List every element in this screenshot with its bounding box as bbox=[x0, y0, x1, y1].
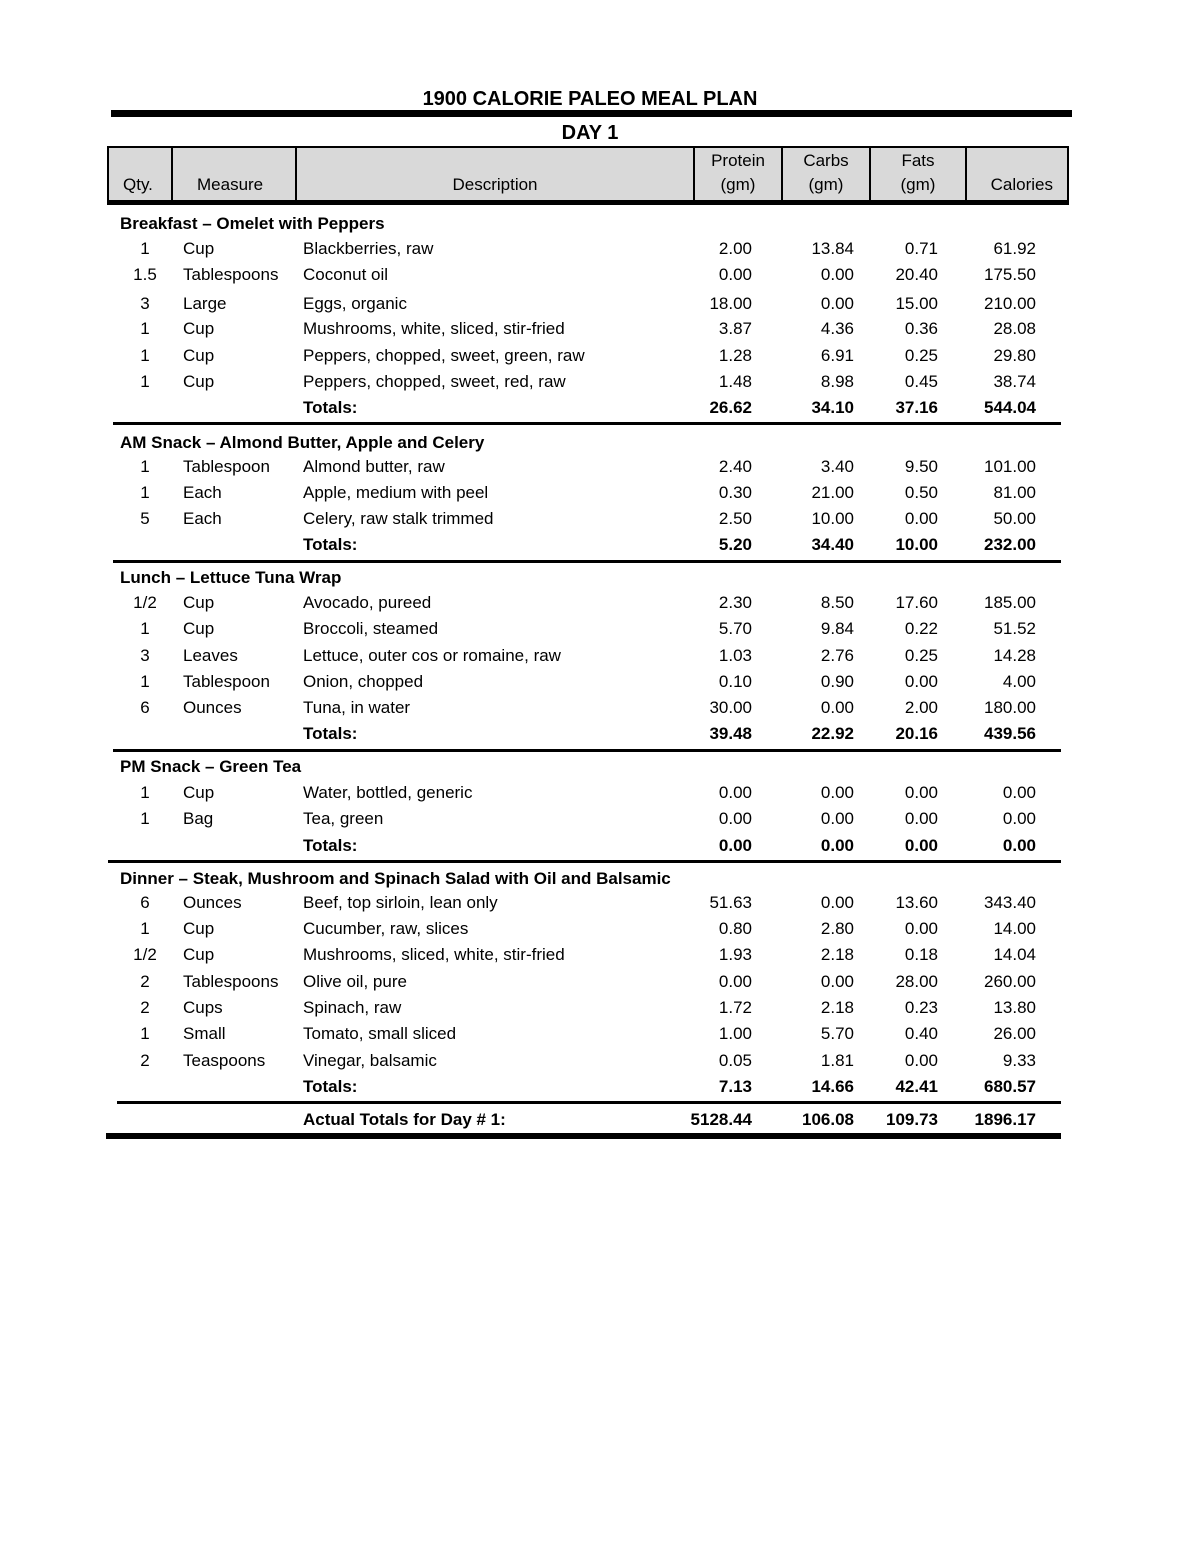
header-fats bbox=[871, 148, 967, 200]
table-row bbox=[0, 916, 1200, 942]
protein-cell: 0.05 bbox=[718, 1051, 752, 1070]
measure-cell: Each bbox=[183, 509, 222, 528]
section-title-dinner: Dinner – Steak, Mushroom and Spinach Salad with Oil and Balsamic bbox=[120, 869, 671, 888]
protein-cell: 1.48 bbox=[718, 372, 752, 391]
fats-cell: 15.00 bbox=[895, 294, 938, 313]
measure-cell: Tablespoon bbox=[183, 672, 270, 691]
calories-total: 232.00 bbox=[984, 535, 1036, 554]
fats-cell: 0.00 bbox=[904, 1051, 938, 1070]
measure-cell: Leaves bbox=[183, 646, 238, 665]
calories-cell: 38.74 bbox=[993, 372, 1036, 391]
fats-cell: 0.23 bbox=[904, 998, 938, 1017]
header-rule bbox=[107, 202, 1069, 205]
measure-cell: Ounces bbox=[183, 698, 242, 717]
description-cell: Lettuce, outer cos or romaine, raw bbox=[303, 646, 561, 665]
table-row bbox=[0, 369, 1200, 395]
day-heading: DAY 1 bbox=[561, 122, 619, 144]
qty-cell: 1/2 bbox=[133, 945, 157, 964]
calories-total: 0.00 bbox=[1002, 836, 1036, 855]
calories-cell: 14.04 bbox=[993, 945, 1036, 964]
carbs-cell: 2.18 bbox=[820, 998, 854, 1017]
measure-cell: Ounces bbox=[183, 893, 242, 912]
protein-cell: 2.00 bbox=[718, 239, 752, 258]
protein-cell: 0.30 bbox=[718, 483, 752, 502]
fats-cell: 0.18 bbox=[904, 945, 938, 964]
header-qty bbox=[109, 148, 173, 200]
carbs-cell: 0.00 bbox=[820, 294, 854, 313]
carbs-cell: 9.84 bbox=[820, 619, 854, 638]
description-cell: Tuna, in water bbox=[303, 698, 411, 717]
calories-cell: 51.52 bbox=[993, 619, 1036, 638]
protein-cell: 0.80 bbox=[718, 919, 752, 938]
section-title-breakfast: Breakfast – Omelet with Peppers bbox=[120, 214, 385, 233]
measure-cell: Cup bbox=[183, 783, 215, 802]
fats-cell: 0.00 bbox=[904, 809, 938, 828]
carbs-cell: 0.00 bbox=[820, 698, 854, 717]
carbs-cell: 1.81 bbox=[820, 1051, 854, 1070]
calories-cell: 9.33 bbox=[1002, 1051, 1036, 1070]
calories-cell: 14.28 bbox=[993, 646, 1036, 665]
description-cell: Coconut oil bbox=[303, 265, 389, 284]
table-header bbox=[107, 146, 1069, 202]
fats-total: 20.16 bbox=[895, 724, 938, 743]
carbs-total: 34.40 bbox=[811, 535, 854, 554]
protein-cell: 2.30 bbox=[718, 593, 752, 612]
protein-cell: 0.00 bbox=[718, 809, 752, 828]
carbs-cell: 6.91 bbox=[820, 346, 854, 365]
carbs-grand-total: 106.08 bbox=[802, 1110, 854, 1129]
section-divider bbox=[113, 560, 1061, 563]
carbs-cell: 0.00 bbox=[820, 809, 854, 828]
protein-cell: 0.00 bbox=[718, 972, 752, 991]
table-row bbox=[0, 291, 1200, 317]
measure-cell: Cup bbox=[183, 919, 215, 938]
carbs-cell: 2.80 bbox=[820, 919, 854, 938]
description-cell: Onion, chopped bbox=[303, 672, 424, 691]
table-row bbox=[0, 995, 1200, 1021]
protein-cell: 2.40 bbox=[718, 457, 752, 476]
section-title-am-snack: AM Snack – Almond Butter, Apple and Celery bbox=[120, 433, 485, 452]
qty-cell: 1 bbox=[140, 619, 150, 638]
section-divider bbox=[113, 422, 1061, 425]
totals-row bbox=[0, 721, 1200, 747]
calories-cell: 81.00 bbox=[993, 483, 1036, 502]
header-fats-unit: (gm) bbox=[900, 175, 936, 194]
calories-cell: 0.00 bbox=[1002, 783, 1036, 802]
measure-cell: Cups bbox=[183, 998, 223, 1017]
protein-total: 26.62 bbox=[709, 398, 752, 417]
protein-cell: 0.00 bbox=[718, 265, 752, 284]
qty-cell: 1 bbox=[140, 919, 150, 938]
carbs-cell: 8.98 bbox=[820, 372, 854, 391]
calories-cell: 180.00 bbox=[984, 698, 1036, 717]
measure-cell: Cup bbox=[183, 319, 215, 338]
measure-cell: Cup bbox=[183, 372, 215, 391]
carbs-cell: 4.36 bbox=[820, 319, 854, 338]
header-protein-label: Protein bbox=[711, 151, 765, 170]
table-row bbox=[0, 942, 1200, 968]
description-cell: Beef, top sirloin, lean only bbox=[303, 893, 498, 912]
header-carbs-unit: (gm) bbox=[808, 175, 844, 194]
qty-cell: 6 bbox=[140, 893, 150, 912]
header-description-label: Description bbox=[452, 175, 538, 194]
protein-cell: 3.87 bbox=[718, 319, 752, 338]
carbs-cell: 5.70 bbox=[820, 1024, 854, 1043]
totals-row bbox=[0, 532, 1200, 558]
fats-cell: 0.25 bbox=[904, 646, 938, 665]
section-divider bbox=[113, 749, 1061, 752]
carbs-cell: 0.00 bbox=[820, 972, 854, 991]
fats-cell: 0.00 bbox=[904, 919, 938, 938]
qty-cell: 3 bbox=[140, 294, 150, 313]
fats-cell: 0.00 bbox=[904, 783, 938, 802]
grand-total-label: Actual Totals for Day # 1: bbox=[303, 1110, 506, 1129]
fats-cell: 28.00 bbox=[895, 972, 938, 991]
table-row bbox=[0, 454, 1200, 480]
qty-cell: 1 bbox=[140, 1024, 150, 1043]
carbs-cell: 8.50 bbox=[820, 593, 854, 612]
description-cell: Mushrooms, white, sliced, stir-fried bbox=[303, 319, 565, 338]
totals-label: Totals: bbox=[303, 1077, 358, 1096]
header-calories-label: Calories bbox=[990, 175, 1053, 194]
calories-total: 439.56 bbox=[984, 724, 1036, 743]
calories-cell: 260.00 bbox=[984, 972, 1036, 991]
protein-cell: 2.50 bbox=[718, 509, 752, 528]
protein-cell: 18.00 bbox=[709, 294, 752, 313]
protein-cell: 0.00 bbox=[718, 783, 752, 802]
description-cell: Vinegar, balsamic bbox=[303, 1051, 437, 1070]
measure-cell: Cup bbox=[183, 945, 215, 964]
header-carbs-label: Carbs bbox=[803, 151, 849, 170]
carbs-cell: 10.00 bbox=[811, 509, 854, 528]
calories-cell: 14.00 bbox=[993, 919, 1036, 938]
fats-cell: 0.00 bbox=[904, 672, 938, 691]
header-description bbox=[297, 148, 695, 200]
fats-cell: 0.50 bbox=[904, 483, 938, 502]
qty-cell: 5 bbox=[140, 509, 150, 528]
measure-cell: Cup bbox=[183, 346, 215, 365]
measure-cell: Cup bbox=[183, 239, 215, 258]
totals-row bbox=[0, 395, 1200, 421]
calories-cell: 50.00 bbox=[993, 509, 1036, 528]
table-row bbox=[0, 643, 1200, 669]
measure-cell: Cup bbox=[183, 619, 215, 638]
totals-label: Totals: bbox=[303, 535, 358, 554]
protein-cell: 1.00 bbox=[718, 1024, 752, 1043]
carbs-cell: 0.90 bbox=[820, 672, 854, 691]
header-fats-label: Fats bbox=[901, 151, 935, 170]
fats-cell: 0.00 bbox=[904, 509, 938, 528]
calories-total: 680.57 bbox=[984, 1077, 1036, 1096]
measure-cell: Each bbox=[183, 483, 222, 502]
totals-label: Totals: bbox=[303, 724, 358, 743]
description-cell: Avocado, pureed bbox=[303, 593, 432, 612]
qty-cell: 6 bbox=[140, 698, 150, 717]
carbs-cell: 13.84 bbox=[811, 239, 854, 258]
header-carbs bbox=[783, 148, 871, 200]
measure-cell: Teaspoons bbox=[183, 1051, 266, 1070]
qty-cell: 3 bbox=[140, 646, 150, 665]
carbs-total: 0.00 bbox=[820, 836, 854, 855]
protein-grand-total: 5128.44 bbox=[690, 1110, 752, 1129]
calories-cell: 210.00 bbox=[984, 294, 1036, 313]
fats-cell: 0.22 bbox=[904, 619, 938, 638]
fats-grand-total: 109.73 bbox=[886, 1110, 938, 1129]
calories-cell: 28.08 bbox=[993, 319, 1036, 338]
measure-cell: Small bbox=[183, 1024, 226, 1043]
calories-cell: 29.80 bbox=[993, 346, 1036, 365]
measure-cell: Bag bbox=[183, 809, 214, 828]
calories-cell: 26.00 bbox=[993, 1024, 1036, 1043]
calories-grand-total: 1896.17 bbox=[974, 1110, 1036, 1129]
section-title-lunch: Lunch – Lettuce Tuna Wrap bbox=[120, 568, 342, 587]
fats-cell: 2.00 bbox=[904, 698, 938, 717]
fats-cell: 20.40 bbox=[895, 265, 938, 284]
table-row bbox=[0, 1021, 1200, 1047]
qty-cell: 1 bbox=[140, 372, 150, 391]
carbs-total: 22.92 bbox=[811, 724, 854, 743]
description-cell: Cucumber, raw, slices bbox=[303, 919, 469, 938]
totals-row bbox=[0, 833, 1200, 859]
table-row bbox=[0, 343, 1200, 369]
table-row bbox=[0, 316, 1200, 342]
title-rule bbox=[111, 110, 1072, 117]
description-cell: Mushrooms, sliced, white, stir-fried bbox=[303, 945, 565, 964]
protein-cell: 30.00 bbox=[709, 698, 752, 717]
description-cell: Tea, green bbox=[303, 809, 384, 828]
table-row bbox=[0, 890, 1200, 916]
table-row bbox=[0, 480, 1200, 506]
measure-cell: Tablespoons bbox=[183, 972, 279, 991]
protein-cell: 1.72 bbox=[718, 998, 752, 1017]
page-title: 1900 CALORIE PALEO MEAL PLAN bbox=[422, 88, 758, 110]
description-cell: Peppers, chopped, sweet, red, raw bbox=[303, 372, 566, 391]
fats-cell: 9.50 bbox=[904, 457, 938, 476]
carbs-cell: 2.76 bbox=[820, 646, 854, 665]
table-row bbox=[0, 506, 1200, 532]
carbs-total: 34.10 bbox=[811, 398, 854, 417]
header-calories bbox=[967, 148, 1067, 200]
qty-cell: 1 bbox=[140, 783, 150, 802]
qty-cell: 1 bbox=[140, 239, 150, 258]
measure-cell: Tablespoon bbox=[183, 457, 270, 476]
grand-total-top-rule bbox=[117, 1101, 1061, 1104]
protein-total: 5.20 bbox=[718, 535, 752, 554]
carbs-total: 14.66 bbox=[811, 1077, 854, 1096]
calories-cell: 4.00 bbox=[1002, 672, 1036, 691]
protein-total: 7.13 bbox=[718, 1077, 752, 1096]
description-cell: Blackberries, raw bbox=[303, 239, 434, 258]
protein-cell: 1.03 bbox=[718, 646, 752, 665]
calories-cell: 101.00 bbox=[984, 457, 1036, 476]
measure-cell: Large bbox=[183, 294, 227, 313]
description-cell: Tomato, small sliced bbox=[303, 1024, 457, 1043]
totals-label: Totals: bbox=[303, 398, 358, 417]
table-row bbox=[0, 806, 1200, 832]
protein-cell: 1.93 bbox=[718, 945, 752, 964]
fats-cell: 0.45 bbox=[904, 372, 938, 391]
description-cell: Eggs, organic bbox=[303, 294, 407, 313]
calories-cell: 0.00 bbox=[1002, 809, 1036, 828]
calories-cell: 185.00 bbox=[984, 593, 1036, 612]
qty-cell: 1 bbox=[140, 319, 150, 338]
description-cell: Spinach, raw bbox=[303, 998, 402, 1017]
qty-cell: 1 bbox=[140, 457, 150, 476]
qty-cell: 1.5 bbox=[133, 265, 157, 284]
qty-cell: 2 bbox=[140, 998, 150, 1017]
table-row bbox=[0, 1048, 1200, 1074]
totals-row bbox=[0, 1074, 1200, 1100]
section-title-pm-snack: PM Snack – Green Tea bbox=[120, 757, 302, 776]
fats-cell: 0.25 bbox=[904, 346, 938, 365]
calories-total: 544.04 bbox=[984, 398, 1036, 417]
grand-total-bottom-rule bbox=[106, 1133, 1061, 1139]
table-row bbox=[0, 695, 1200, 721]
calories-cell: 175.50 bbox=[984, 265, 1036, 284]
table-row bbox=[0, 236, 1200, 262]
table-row bbox=[0, 262, 1200, 288]
qty-cell: 2 bbox=[140, 972, 150, 991]
description-cell: Olive oil, pure bbox=[303, 972, 407, 991]
protein-total: 0.00 bbox=[718, 836, 752, 855]
measure-cell: Cup bbox=[183, 593, 215, 612]
protein-cell: 1.28 bbox=[718, 346, 752, 365]
qty-cell: 2 bbox=[140, 1051, 150, 1070]
table-row bbox=[0, 616, 1200, 642]
header-qty-label: Qty. bbox=[123, 175, 153, 194]
description-cell: Almond butter, raw bbox=[303, 457, 445, 476]
fats-cell: 13.60 bbox=[895, 893, 938, 912]
protein-cell: 0.10 bbox=[718, 672, 752, 691]
header-protein bbox=[695, 148, 783, 200]
table-row bbox=[0, 590, 1200, 616]
grand-total-row bbox=[0, 1107, 1200, 1133]
fats-cell: 17.60 bbox=[895, 593, 938, 612]
section-divider bbox=[108, 860, 1061, 863]
calories-cell: 61.92 bbox=[993, 239, 1036, 258]
fats-cell: 0.71 bbox=[904, 239, 938, 258]
carbs-cell: 0.00 bbox=[820, 783, 854, 802]
header-protein-unit: (gm) bbox=[720, 175, 756, 194]
description-cell: Broccoli, steamed bbox=[303, 619, 439, 638]
qty-cell: 1/2 bbox=[133, 593, 157, 612]
fats-total: 0.00 bbox=[904, 836, 938, 855]
qty-cell: 1 bbox=[140, 483, 150, 502]
description-cell: Peppers, chopped, sweet, green, raw bbox=[303, 346, 585, 365]
fats-total: 37.16 bbox=[895, 398, 938, 417]
calories-cell: 343.40 bbox=[984, 893, 1036, 912]
fats-total: 42.41 bbox=[895, 1077, 938, 1096]
totals-label: Totals: bbox=[303, 836, 358, 855]
carbs-cell: 0.00 bbox=[820, 265, 854, 284]
fats-cell: 0.40 bbox=[904, 1024, 938, 1043]
table-row bbox=[0, 669, 1200, 695]
carbs-cell: 21.00 bbox=[811, 483, 854, 502]
qty-cell: 1 bbox=[140, 346, 150, 365]
description-cell: Celery, raw stalk trimmed bbox=[303, 509, 494, 528]
calories-cell: 13.80 bbox=[993, 998, 1036, 1017]
qty-cell: 1 bbox=[140, 809, 150, 828]
protein-total: 39.48 bbox=[709, 724, 752, 743]
fats-cell: 0.36 bbox=[904, 319, 938, 338]
header-measure bbox=[173, 148, 297, 200]
carbs-cell: 3.40 bbox=[820, 457, 854, 476]
table-row bbox=[0, 780, 1200, 806]
description-cell: Apple, medium with peel bbox=[303, 483, 489, 502]
measure-cell: Tablespoons bbox=[183, 265, 279, 284]
carbs-cell: 0.00 bbox=[820, 893, 854, 912]
protein-cell: 51.63 bbox=[709, 893, 752, 912]
carbs-cell: 2.18 bbox=[820, 945, 854, 964]
qty-cell: 1 bbox=[140, 672, 150, 691]
fats-total: 10.00 bbox=[895, 535, 938, 554]
description-cell: Water, bottled, generic bbox=[303, 783, 473, 802]
protein-cell: 5.70 bbox=[718, 619, 752, 638]
header-measure-label: Measure bbox=[197, 175, 264, 194]
table-row bbox=[0, 969, 1200, 995]
